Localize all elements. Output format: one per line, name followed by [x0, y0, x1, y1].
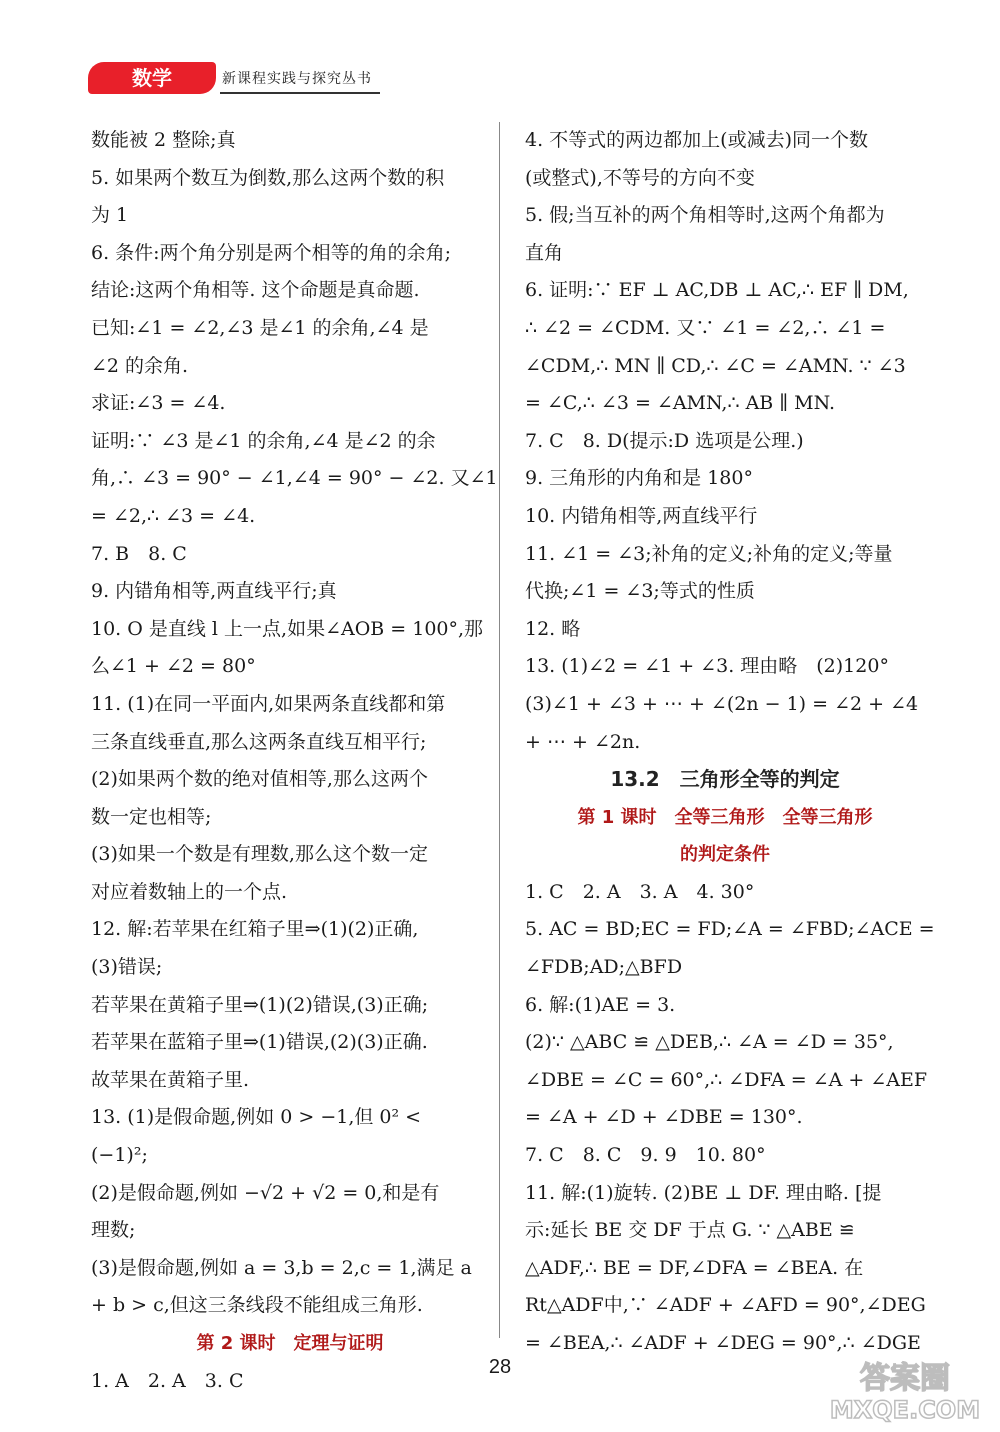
answer-line: (或整式),不等号的方向不变: [525, 166, 755, 189]
answer-line: = ∠C,∴ ∠3 = ∠AMN,∴ AB ∥ MN.: [525, 392, 836, 415]
column-divider: [499, 122, 500, 1338]
answer-line: 7. B 8. C: [91, 542, 187, 565]
lesson-heading: 第 1 课时 全等三角形 全等三角形: [577, 806, 873, 828]
answer-line: 证明:∵ ∠3 是∠1 的余角,∠4 是∠2 的余: [91, 429, 436, 452]
answer-line: ∠CDM,∴ MN ∥ CD,∴ ∠C = ∠AMN. ∵ ∠3: [525, 354, 906, 377]
answer-line: 么∠1 + ∠2 = 80°: [91, 655, 256, 678]
answer-line: (3)∠1 + ∠3 + ⋯ + ∠(2n − 1) = ∠2 + ∠4: [525, 692, 919, 715]
answer-line: (3)如果一个数是有理数,那么这个数一定: [91, 843, 428, 866]
answer-line: 三条直线垂直,那么这两条直线互相平行;: [91, 730, 427, 753]
header-underline: [220, 92, 380, 94]
answer-line: Rt△ADF中,∵ ∠ADF + ∠AFD = 90°,∠DEG: [525, 1294, 926, 1317]
answer-line: 1. C 2. A 3. A 4. 30°: [525, 880, 755, 903]
left-column: [91, 122, 498, 1400]
answer-line: 已知:∠1 = ∠2,∠3 是∠1 的余角,∠4 是: [91, 316, 429, 339]
answer-line: △ADF,∴ BE = DF,∠DFA = ∠BEA. 在: [525, 1256, 864, 1279]
answer-line: ∠FDB;AD;△BFD: [525, 956, 683, 979]
section-heading: 13.2 三角形全等的判定: [610, 767, 840, 792]
answer-line: + ⋯ + ∠2n.: [525, 730, 641, 753]
answer-line: (2)如果两个数的绝对值相等,那么这两个: [91, 768, 428, 791]
answer-line: = ∠2,∴ ∠3 = ∠4.: [91, 504, 256, 527]
answer-line: 12. 略: [525, 617, 581, 640]
answer-line: 4. 不等式的两边都加上(或减去)同一个数: [525, 129, 868, 151]
page-number: 28: [488, 1356, 512, 1378]
answer-line: 理数;: [91, 1219, 136, 1242]
answer-line: 1. A 2. A 3. C: [91, 1369, 244, 1392]
answer-line: (3)错误;: [91, 956, 163, 979]
svg-text:答案圈: 答案圈: [860, 1361, 950, 1396]
answer-line: 结论:这两个角相等. 这个命题是真命题.: [91, 279, 420, 302]
answer-line: 7. C 8. D(提示:D 选项是公理.): [525, 429, 804, 452]
answer-line: 6. 条件:两个角分别是两个相等的角的余角;: [91, 241, 451, 264]
answer-line: 11. (1)在同一平面内,如果两条直线都和第: [91, 692, 446, 715]
answer-line: 5. 如果两个数互为倒数,那么这两个数的积: [91, 166, 445, 189]
subject-badge: 数学: [88, 62, 216, 94]
answer-line: 9. 三角形的内角和是 180°: [525, 467, 753, 490]
answer-line: 9. 内错角相等,两直线平行;真: [91, 580, 337, 603]
watermark-logo: [820, 1352, 990, 1426]
answer-line: 5. AC = BD;EC = FD;∠A = ∠FBD;∠ACE =: [525, 918, 935, 941]
answer-line: 示:延长 BE 交 DF 于点 G. ∵ △ABE ≌: [525, 1219, 855, 1242]
answer-line: (−1)²;: [91, 1144, 148, 1167]
answer-line: 直角: [525, 241, 564, 264]
answer-line: 求证:∠3 = ∠4.: [91, 392, 226, 415]
answer-line: + b > c,但这三条线段不能组成三角形.: [91, 1294, 423, 1317]
answer-line: 为 1: [91, 204, 129, 227]
answer-line: 12. 解:若苹果在红箱子里⇒(1)(2)正确,: [91, 918, 419, 941]
answer-line: 5. 假;当互补的两个角相等时,这两个角都为: [525, 204, 885, 227]
right-column: [525, 122, 935, 1363]
answer-line: 11. 解:(1)旋转. (2)BE ⊥ DF. 理由略. [提: [525, 1181, 882, 1204]
answer-line: 11. ∠1 = ∠3;补角的定义;补角的定义;等量: [525, 542, 893, 565]
answer-line: 6. 证明:∵ EF ⊥ AC,DB ⊥ AC,∴ EF ∥ DM,: [525, 279, 909, 302]
answer-line: 对应着数轴上的一个点.: [91, 880, 288, 903]
answer-line: 13. (1)是假命题,例如 0 > −1,但 0² <: [91, 1106, 422, 1129]
answer-line: 数能被 2 整除;真: [91, 129, 236, 151]
answer-line: 代换;∠1 = ∠3;等式的性质: [525, 580, 755, 603]
answer-line: = ∠A + ∠D + ∠DBE = 130°.: [525, 1106, 803, 1129]
answer-line: = ∠BEA,∴ ∠ADF + ∠DEG = 90°,∴ ∠DGE: [525, 1332, 921, 1354]
answer-line: 若苹果在蓝箱子里⇒(1)错误,(2)(3)正确.: [91, 1031, 428, 1054]
answer-line: 故苹果在黄箱子里.: [91, 1068, 250, 1091]
answer-line: 若苹果在黄箱子里⇒(1)(2)错误,(3)正确;: [91, 993, 429, 1016]
answer-line: 13. (1)∠2 = ∠1 + ∠3. 理由略 (2)120°: [525, 655, 889, 678]
answer-line: 角,∴ ∠3 = 90° − ∠1,∠4 = 90° − ∠2. 又∠1: [91, 467, 498, 490]
series-title: 新课程实践与探究丛书: [222, 71, 372, 87]
answer-line: ∴ ∠2 = ∠CDM. 又∵ ∠1 = ∠2,∴ ∠1 =: [525, 316, 886, 339]
lesson-heading: 第 2 课时 定理与证明: [196, 1333, 384, 1354]
lesson-heading: 的判定条件: [680, 844, 770, 866]
answer-line: ∠DBE = ∠C = 60°,∴ ∠DFA = ∠A + ∠AEF: [525, 1068, 928, 1091]
answer-line: 10. O 是直线 l 上一点,如果∠AOB = 100°,那: [91, 617, 484, 640]
answer-line: (2)∵ △ABC ≌ △DEB,∴ ∠A = ∠D = 35°,: [525, 1031, 894, 1054]
answer-line: (3)是假命题,例如 a = 3,b = 2,c = 1,满足 a: [91, 1256, 472, 1279]
answer-line: 数一定也相等;: [91, 805, 212, 828]
svg-text:MXQE.COM: MXQE.COM: [829, 1396, 981, 1424]
answer-line: 6. 解:(1)AE = 3.: [525, 993, 676, 1016]
answer-line: ∠2 的余角.: [91, 354, 189, 377]
answer-line: (2)是假命题,例如 −√2 + √2 = 0,和是有: [91, 1181, 440, 1204]
answer-line: 10. 内错角相等,两直线平行: [525, 504, 758, 527]
answer-line: 7. C 8. C 9. 9 10. 80°: [525, 1144, 766, 1167]
